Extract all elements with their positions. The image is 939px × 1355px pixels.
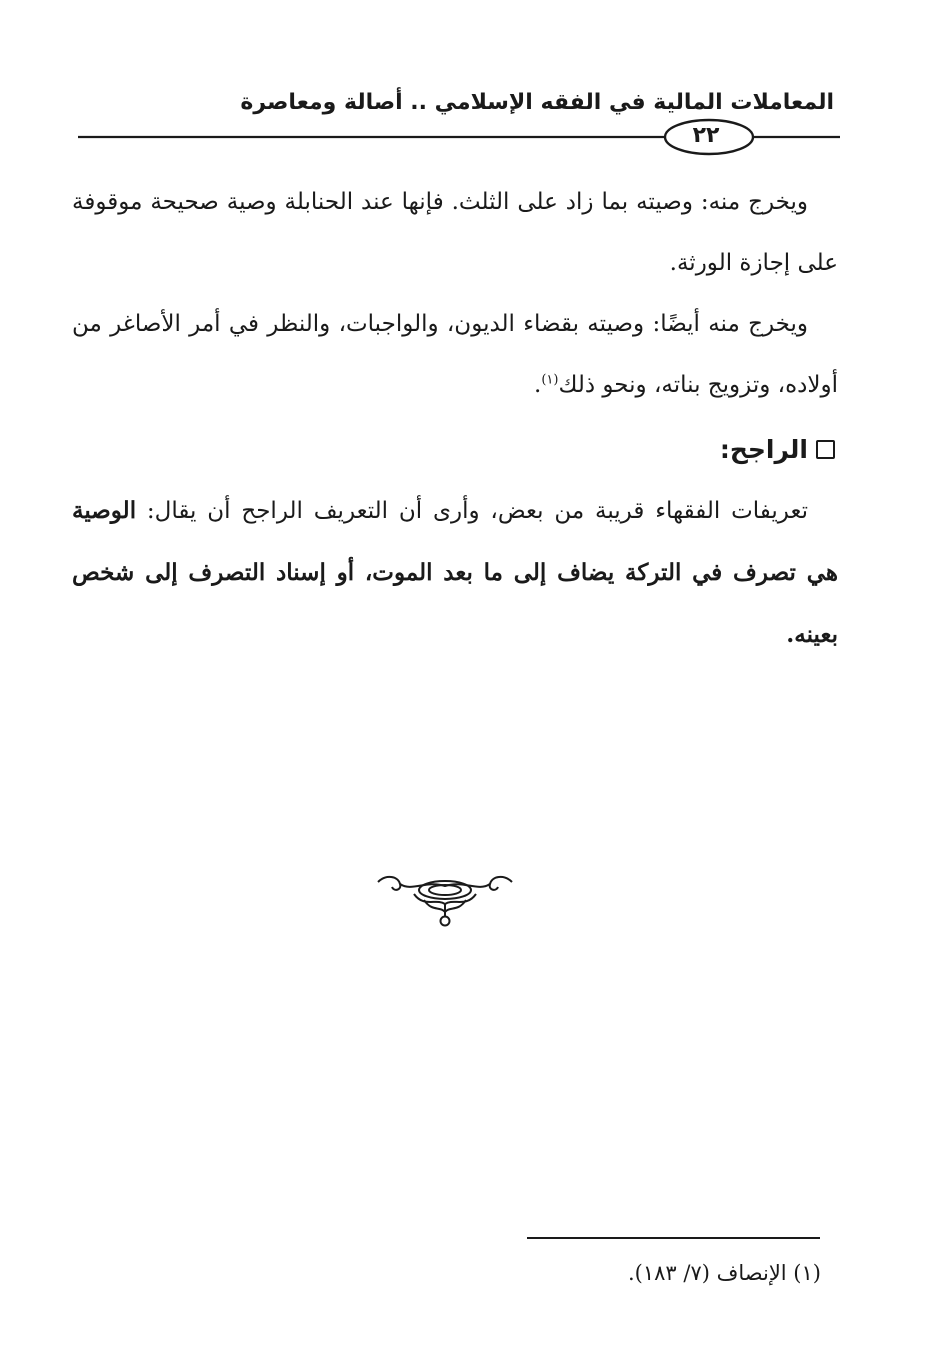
- footnote-1: (١) الإنصاف (٧/ ١٨٣).: [627, 1261, 821, 1285]
- paragraph-3-definition: الوصية هي تصرف في التركة يضاف إلى ما بعد الموت، أو إسناد التصرف إلى شخص بعينه.: [72, 497, 838, 648]
- paragraph-1: ويخرج منه: وصيته بما زاد على الثلث. فإنها عند الحنابلة وصية صحيحة موقوفة على إجازة الورثة.: [72, 189, 838, 276]
- page-number: ٢٢: [692, 123, 720, 148]
- footnote-divider: [527, 1237, 820, 1239]
- square-box-icon: [816, 440, 835, 459]
- footnote-reference: (١): [541, 372, 559, 388]
- floral-ornament-icon: [372, 868, 518, 930]
- paragraph-3: [72, 480, 838, 666]
- paragraph-3-plain: تعريفات الفقهاء قريبة من بعض، وأرى أن التعريف الراجح أن يقال:: [136, 498, 808, 524]
- section-heading: [720, 428, 835, 472]
- paragraph-2-text: ويخرج منه أيضًا: وصيته بقضاء الديون، والواجبات، والنظر في أمر الأصاغر من أولاده، وتزويج بناته، ونحو ذلك: [72, 311, 838, 398]
- running-title: المعاملات المالية في الفقه الإسلامي .. أصالة ومعاصرة: [240, 90, 834, 115]
- section-heading-label: الراجح:: [719, 435, 808, 464]
- paragraph-2: [72, 294, 838, 416]
- paragraph-2-end: .: [534, 372, 542, 398]
